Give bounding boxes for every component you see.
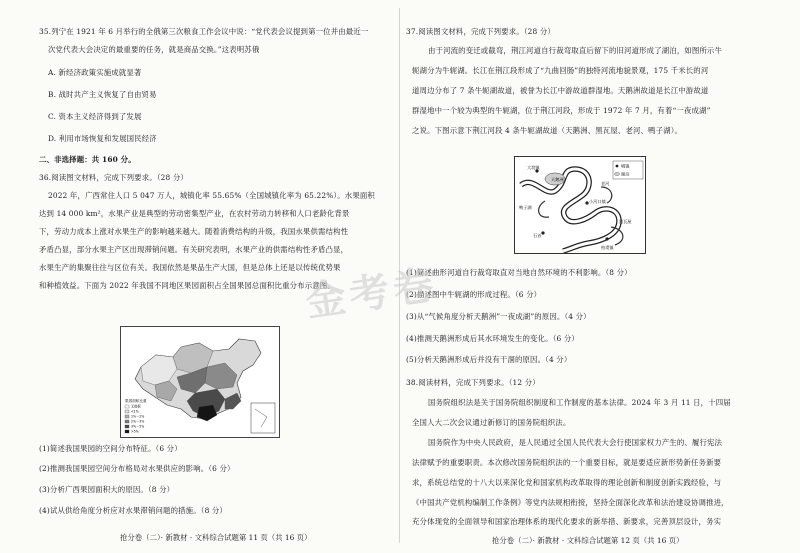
china-orchard-map [120,326,280,438]
legend-item-3: 2%～3% [131,419,145,424]
q35-stem-line2: 次党代表大会决定的最重要的任务，就是商品交换。”这表明苏俄 [48,45,260,54]
q36-question-2: (2)推测我国果园空间分布格局对水果供应的影响。（6 分） [39,464,235,473]
q37-question-4: (4)推测天鹅洲形成后其水环境发生的变化。（6 分） [406,334,579,343]
q36-question-3: (3)分析广西果园面积大的原因。（8 分） [39,485,175,494]
label-xiaohekou: 小河口镇 [589,199,606,204]
q36-para-line2: 达到 14 000 km²，水果产业是典型的劳动密集型产业，在农村劳动力转移和人口老龄化背景 [39,209,350,218]
label-shishou: 石首 [533,233,542,238]
q36-para-line1: 2022 年，广西常住人口 5 047 万人，城镇化率 55.65%（全国城镇化率为 65.22%）。水果面积 [48,191,375,200]
q37-para-line1: 由于河流的变迁或截弯，荆江河道自行裁弯取直后留下的旧河道形成了湖泊，如图所示牛 [428,46,723,55]
label-yazihu: 鸭子湖 [519,205,532,210]
right-footer: 抢分卷（二）· 新教材 · 文科综合试题第 12 页（共 16 页） [492,536,684,545]
label-laohe: 老河 [601,181,610,186]
q35-option-b: B. 战时共产主义恢复了自由贸易 [48,90,157,99]
q38-para-line2: 全国人大二次会议通过新修订的国务院组织法。 [412,418,571,427]
q37-question-3: (3)从“气候角度分析天鹅洲”一夜成湖”的原因。（4 分） [406,312,591,321]
q36-heading: 36.阅读图文材料，完成下列要求。（28 分） [39,173,188,182]
q36-para-line5: 水果生产的集聚往往与区位有关。我国依然是果品生产大国，但是总体上还是以传统优势果 [39,263,341,272]
q37-question-2: (2)描述图中牛轭湖的形成过程。（6 分） [406,290,542,299]
q36-para-line3: 下，劳动力成本上涨对水果生产的影响越来越大。随着消费结构的升级，我国水果供需结构性 [39,227,349,236]
section-2-heading: 二、非选择题：共 160 分。 [39,155,136,164]
q38-para-line3: 国务院作为中央人民政府，是人民通过全国人民代表大会行使国家权力产生的、履行宪法 [428,438,723,447]
legend-item-4: 3%～5% [131,424,145,429]
q37-question-1: (1)简述曲形河道自行裁弯取直对当地自然环境的不利影响。（8 分） [406,268,632,277]
legend-title: 果园面积比重 [125,399,147,403]
q35-option-a: A. 新经济政策实施成就显著 [48,68,142,77]
legend-item-2: 1%～2% [131,414,145,419]
label-heiwawu: 黑瓦屋 [619,219,632,224]
q38-heading: 38.阅读材料，完成下列要求。（12 分） [406,378,540,387]
q35-option-c: C. 资本主义经济得到了发展 [48,112,142,121]
legend-item-1: <1% [131,409,139,414]
q38-para-line1: 国务院组织法是关于国务院组织制度和工作制度的基本法律。2024 年 3 月 11 日，十四届 [428,398,731,407]
left-footer: 抢分卷（二）· 新教材 · 文科综合试题第 11 页（共 16 页） [120,533,312,542]
watermark-stamp: 金考卷 [302,261,441,326]
q37-question-5: (5)分析天鹅洲形成后并没有干涸的原因。（4 分） [406,355,572,364]
q38-para-line5: 求，系统总结党的十八大以来深化党和国家机构改革取得的理论创新和制度创新实践经验，与 [412,478,722,487]
q36-question-1: (1)简述我国果园的空间分布特征。（6 分） [39,444,182,453]
q37-para-line4: 群湿地中一个较为典型的牛轭湖，位于荆江河段，形成于 1972 年 7 月，有着“一夜成湖” [412,106,711,115]
q37-para-line3: 道周边分布了 7 条牛轭湖故道，被誉为长江中游故道群湿地。天鹅洲故道是长江中游故道 [412,86,709,95]
label-baishi: 柏堤镇 [601,245,614,250]
q38-para-line6: 《中国共产党机构编制工作条例》等党内法规相衔接，坚持全面深化改革和法治建设协调推进， [412,498,729,507]
label-dahuzhou: 大垸镇 [527,165,540,170]
q35-stem-line1: 35.列宁在 1921 年 6 月举行的全俄第三次粮食工作会议中说：“党代表会议提到第一位并由最近一 [39,27,369,36]
river-map-graphic [515,157,645,253]
q36-question-4: (4)试从供给角度分析应对水果滞销问题的措施。（8 分） [39,506,228,515]
q37-para-line5: 之说。下图示意下荆江河段 4 条牛轭湖故道（天鹅洲、黑瓦屋、老河、鸭子湖）。 [412,126,683,135]
q36-para-line6: 和种植效益。下面为 2022 年我国不同地区果园面积占全国果园总面积比重分布示意图。 [39,281,335,290]
right-page [400,0,800,553]
legend-town: 城镇 [621,163,630,169]
q35-option-d: D. 利用市场恢复和发展国民经济 [48,134,157,143]
jingjiang-river-map [514,156,646,254]
legend-lake: 湖泊 [621,171,630,177]
q38-para-line4: 法律赋予的重要职责。本次修改国务院组织法的一个重要目标，就是要适应新形势新任务新要 [412,458,722,467]
legend-item-5: >5% [131,429,139,434]
q37-para-line2: 轭湖分为牛轭湖。长江在荆江段形成了“九曲回肠”的独特河流地貌景观，175 千米长的河 [412,66,709,75]
china-map-graphic [121,327,279,437]
q38-para-line7: 充分体现党的全面领导和国家治理体系的现代化要求的新举措、新要求，完善顶层设计，务实 [412,517,722,526]
label-tianezhou: 天鹅洲 [551,177,564,182]
q36-para-line4: 矛盾凸显，部分水果主产区出现滞销问题。有关研究表明，水果产业的供需结构性矛盾凸显， [39,245,349,254]
legend-item-0: 无数据 [131,404,141,409]
q37-heading: 37.阅读图文材料，完成下列要求。（28 分） [406,27,555,36]
